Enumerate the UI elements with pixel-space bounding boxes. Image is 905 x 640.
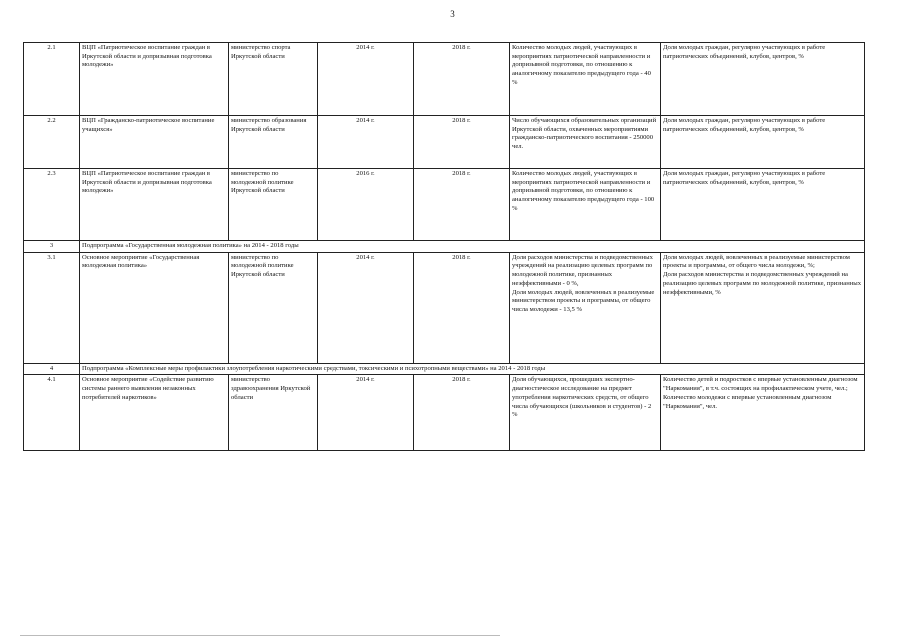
end-year: 2018 г. <box>414 252 510 363</box>
expected-result: Число обучающихся образовательных организаций Иркутской области, охваченных мероприятиями гражданско-патриотического воспитания - 250000 чел. <box>510 116 661 169</box>
start-year: 2014 г. <box>318 116 414 169</box>
target-indicator: Доля молодых граждан, регулярно участвующих в работе патриотических объединений, клубов, центров, % <box>661 43 865 116</box>
scan-edge-line <box>20 635 500 636</box>
table-row <box>24 116 865 169</box>
section-number: 4 <box>24 363 80 375</box>
row-number: 3.1 <box>24 252 80 363</box>
section-row <box>24 363 865 375</box>
start-year: 2014 г. <box>318 375 414 451</box>
section-row <box>24 241 865 253</box>
expected-result: Количество молодых людей, участвующих в мероприятиях патриотической направленности и допризывной подготовки, по отношению к аналогичному показателю предыдущего года - 100 % <box>510 169 661 241</box>
start-year: 2014 г. <box>318 43 414 116</box>
target-indicator: Количество детей и подростков с впервые установленным диагнозом "Наркомания", в т.ч. состоящих на профилактическом учете, чел.; Количество молодежи с впервые установленным диагнозом "Наркомания", чел. <box>661 375 865 451</box>
page-number: 3 <box>450 9 455 19</box>
start-year: 2016 г. <box>318 169 414 241</box>
row-number: 4.1 <box>24 375 80 451</box>
target-indicator: Доля молодых граждан, регулярно участвующих в работе патриотических объединений, клубов, центров, % <box>661 116 865 169</box>
executor: министерство спорта Иркутской области <box>229 43 318 116</box>
section-title: Подпрограмма «Государственная молодежная политика» на 2014 - 2018 годы <box>80 241 865 253</box>
section-title: Подпрограмма «Комплексные меры профилактики злоупотребления наркотическими средствами, токсическими и психотропными веществами» на 2014 - 2018 годы <box>80 363 865 375</box>
end-year: 2018 г. <box>414 375 510 451</box>
target-indicator: Доля молодых граждан, регулярно участвующих в работе патриотических объединений, клубов, центров, % <box>661 169 865 241</box>
executor: министерство по молодежной политике Иркутской области <box>229 169 318 241</box>
measure-name: Основное мероприятие «Государственная молодежная политика» <box>80 252 229 363</box>
expected-result: Количество молодых людей, участвующих в мероприятиях патриотической направленности и допризывной подготовки, по отношению к аналогичному показателю предыдущего года - 40 % <box>510 43 661 116</box>
expected-result: Доля обучающихся, прошедших экспертно-диагностическое исследование на предмет употребления наркотических средств, от общего числа обучающихся (школьников и студентов) - 2 % <box>510 375 661 451</box>
measure-name: ВЦП «Патриотическое воспитание граждан в Иркутской области и допризывная подготовка молодежи» <box>80 43 229 116</box>
executor: министерство по молодежной политике Иркутской области <box>229 252 318 363</box>
executor: министерство здравоохранения Иркутской области <box>229 375 318 451</box>
table-row <box>24 169 865 241</box>
table-row <box>24 252 865 363</box>
expected-result: Доля расходов министерства и подведомственных учреждений на реализацию целевых программ по молодежной политике, признанных неэффективными - 0 %, Доля молодых людей, вовлеченных в реализуемые министерством проекты и программы, от общего числа молодежи - 13,5 % <box>510 252 661 363</box>
end-year: 2018 г. <box>414 43 510 116</box>
executor: министерство образования Иркутской области <box>229 116 318 169</box>
table-row <box>24 375 865 451</box>
measure-name: ВЦП «Гражданско-патриотическое воспитание учащихся» <box>80 116 229 169</box>
table-row <box>24 43 865 116</box>
row-number: 2.2 <box>24 116 80 169</box>
end-year: 2018 г. <box>414 116 510 169</box>
target-indicator: Доля молодых людей, вовлеченных в реализуемые министерством проекты и программы, от общего числа молодежи, %; Доля расходов министерства и подведомственных учреждений на реализацию целевых программ по молодежной политике, признанных неэффективными, % <box>661 252 865 363</box>
end-year: 2018 г. <box>414 169 510 241</box>
start-year: 2014 г. <box>318 252 414 363</box>
measure-name: Основное мероприятие «Содействие развитию системы раннего выявления незаконных потребителей наркотиков» <box>80 375 229 451</box>
program-measures-table <box>23 42 865 451</box>
section-number: 3 <box>24 241 80 253</box>
row-number: 2.3 <box>24 169 80 241</box>
measure-name: ВЦП «Патриотическое воспитание граждан в Иркутской области и допризывная подготовка молодежи» <box>80 169 229 241</box>
row-number: 2.1 <box>24 43 80 116</box>
